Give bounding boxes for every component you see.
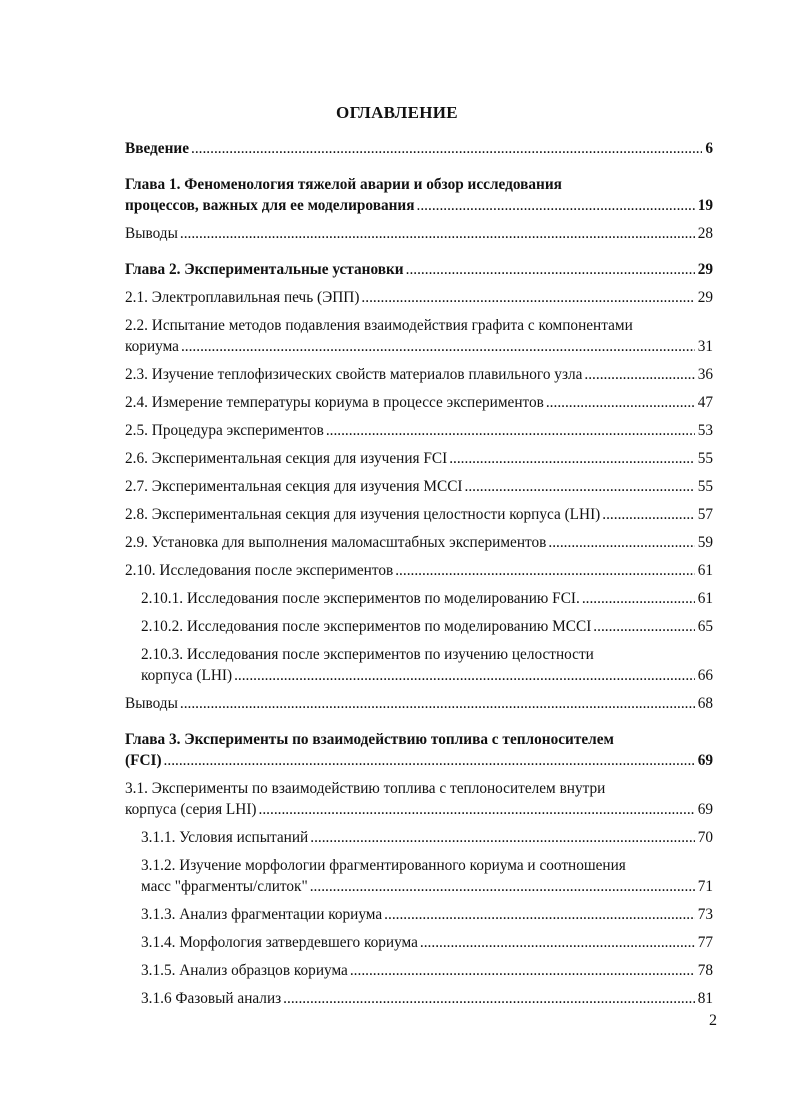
toc-entry-2-10[interactable]: 2.10. Исследования после экспериментов ..... 61 [125, 560, 713, 581]
toc-heading: ОГЛАВЛЕНИЕ [336, 103, 458, 122]
toc-entry-chapter-1-conclusions[interactable]: Выводы ..... 28 [125, 223, 713, 244]
toc-entry-chapter-2[interactable]: Глава 2. Экспериментальные установки ..... 29 [125, 259, 713, 280]
toc-entry-2-6[interactable]: 2.6. Экспериментальная секция для изучения FCI ..... 55 [125, 448, 713, 469]
toc-entry-3-1-1[interactable]: 3.1.1. Условия испытаний ..... 70 [141, 827, 713, 848]
toc-entry-2-4[interactable]: 2.4. Измерение температуры кориума в процессе экспериментов ..... 47 [125, 392, 713, 413]
toc-entry-2-8[interactable]: 2.8. Экспериментальная секция для изучения целостности корпуса (LHI) ..... 57 [125, 504, 713, 525]
toc-entry-2-7[interactable]: 2.7. Экспериментальная секция для изучения MCCI ..... 55 [125, 476, 713, 497]
toc-entry-chapter-3[interactable]: Глава 3. Эксперименты по взаимодействию топлива с теплоносителем (FCI) ..... 69 [125, 729, 713, 771]
toc-entry-2-1[interactable]: 2.1. Электроплавильная печь (ЭПП) ..... 29 [125, 287, 713, 308]
toc-entry-3-1-3[interactable]: 3.1.3. Анализ фрагментации кориума ..... 73 [141, 904, 713, 925]
toc-entry-2-10-2[interactable]: 2.10.2. Исследования после экспериментов по моделированию MCCI ..... 65 [141, 616, 713, 637]
toc-entry-3-1-6[interactable]: 3.1.6 Фазовый анализ ..... 81 [141, 988, 713, 1009]
toc-entry-2-10-3[interactable]: 2.10.3. Исследования после экспериментов по изучению целостности корпуса (LHI) ..... 66 [141, 644, 713, 686]
toc-entry-3-1-4[interactable]: 3.1.4. Морфология затвердевшего кориума ..... 77 [141, 932, 713, 953]
table-of-contents [125, 138, 713, 1016]
toc-entry-3-1-2[interactable]: 3.1.2. Изучение морфологии фрагментированного кориума и соотношения масс "фрагменты/слиток" ..... 71 [141, 855, 713, 897]
toc-entry-3-1[interactable]: 3.1. Эксперименты по взаимодействию топлива с теплоносителем внутри корпуса (серия LHI) ..... 69 [125, 778, 713, 820]
toc-entry-3-1-5[interactable]: 3.1.5. Анализ образцов кориума ..... 78 [141, 960, 713, 981]
toc-entry-2-10-1[interactable]: 2.10.1. Исследования после экспериментов по моделированию FCI. ..... 61 [141, 588, 713, 609]
page-number: 2 [709, 1012, 717, 1029]
toc-entry-chapter-1[interactable]: Глава 1. Феноменология тяжелой аварии и обзор исследования процессов, важных для ее моделирования ..... 19 [125, 174, 713, 216]
toc-entry-2-3[interactable]: 2.3. Изучение теплофизических свойств материалов плавильного узла ..... 36 [125, 364, 713, 385]
toc-entry-2-2[interactable]: 2.2. Испытание методов подавления взаимодействия графита с компонентами кориума ..... 31 [125, 315, 713, 357]
toc-entry-2-5[interactable]: 2.5. Процедура экспериментов ..... 53 [125, 420, 713, 441]
toc-entry-chapter-2-conclusions[interactable]: Выводы ..... 68 [125, 693, 713, 714]
toc-entry-introduction[interactable]: Введение ..... 6 [125, 138, 713, 159]
toc-entry-2-9[interactable]: 2.9. Установка для выполнения маломасштабных экспериментов ..... 59 [125, 532, 713, 553]
